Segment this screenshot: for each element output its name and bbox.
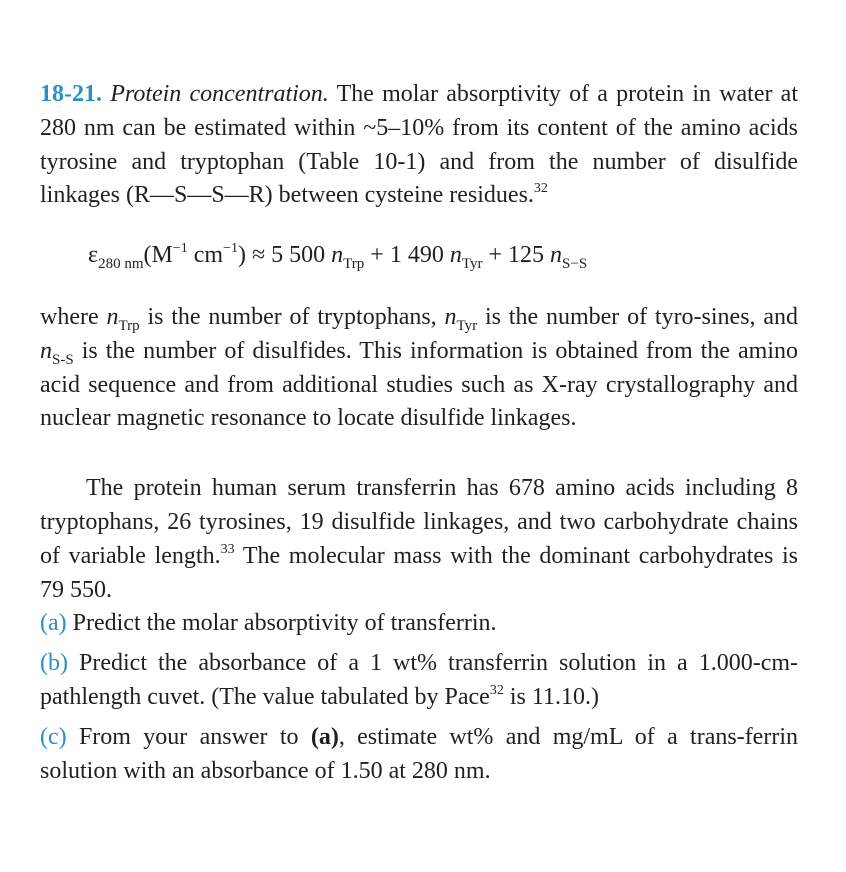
footnote-ref-32: 32 <box>533 181 548 197</box>
eq-coef-ss: 125 <box>508 242 545 269</box>
def-n-tyr: n <box>444 303 457 330</box>
def-n-trp: n <box>106 303 119 330</box>
question-b-text-a: Predict the absorbance of a 1 wt% transferrin solution in a 1.000-cm-pathlength cuvet. (The value tabulated by Pace <box>40 650 799 710</box>
absorptivity-equation <box>40 239 798 273</box>
eq-approx: ≈ <box>251 242 266 269</box>
eq-units-close: ) <box>237 242 246 269</box>
question-c-text-a: From your answer to <box>78 723 311 750</box>
def-sub-tyr: Tyr <box>456 317 478 334</box>
definitions-paragraph <box>40 301 798 436</box>
eq-coef-tyr: 1 490 <box>389 242 444 269</box>
eq-sub-tyr: Tyr <box>461 256 483 273</box>
footnote-ref-33: 33 <box>220 541 235 557</box>
eq-sub-trp: Trp <box>343 256 365 273</box>
def-sub-ss: S-S <box>52 351 74 368</box>
question-a <box>40 607 798 641</box>
problem-title: Protein concentration. <box>110 81 329 107</box>
transferrin-text-b: The molecular mass with the dominant carbohydrates is 79 550. <box>40 542 798 603</box>
def-trp-text: is the number of tryptophans, <box>147 303 437 330</box>
footnote-ref-32-b: 32 <box>489 682 504 698</box>
problem-intro <box>40 78 798 213</box>
question-a-text: Predict the molar absorptivity of transferrin. <box>72 610 497 637</box>
question-b-text-b: is 11.10.) <box>503 683 599 710</box>
textbook-problem <box>40 78 798 788</box>
question-c-text-b: , estimate wt% and mg/mL of a trans-ferrin solution with an absorbance of 1.50 at 280 nm. <box>40 723 798 784</box>
def-sub-trp: Trp <box>118 317 140 334</box>
def-tyr-text: is the number of tyro-sines, and <box>484 303 799 330</box>
question-b <box>40 647 798 715</box>
eq-units-exp2: −1 <box>223 241 238 257</box>
eq-units-mid: cm <box>187 242 224 269</box>
def-where: where <box>40 303 99 330</box>
def-rest-text: is the number of disulfides. This information is obtained from the amino acid sequence and from additional studies such as X-ray crystallography and nuclear magnetic resonance to locate disulfide linkages. <box>40 337 798 432</box>
problem-number: 18-21. <box>40 81 102 107</box>
question-a-label: (a) <box>40 610 67 637</box>
eq-n-trp: n <box>331 242 344 269</box>
eq-epsilon: ε <box>88 242 99 269</box>
eq-n-ss: n <box>550 242 563 269</box>
intro-text: The molar absorptivity of a protein in water at 280 nm can be estimated within ~5–10% from its content of the amino acids tyrosine and tryptophan (Table 10-1) and from the number of disulfide linkages (R—S—S—R) between cysteine residues. <box>40 81 799 209</box>
question-c <box>40 721 798 789</box>
transferrin-text-a: The protein human serum transferrin has 678 amino acids including 8 tryptophans, 26 tyrosines, 19 disulfide linkages, and two carbohydrate chains of variable length. <box>40 475 798 569</box>
eq-units-open: (M <box>143 242 173 269</box>
eq-epsilon-subscript: 280 nm <box>98 256 144 273</box>
eq-units-exp1: −1 <box>172 241 188 257</box>
question-b-label: (b) <box>40 650 68 677</box>
transferrin-paragraph <box>40 472 798 607</box>
eq-plus-2: + <box>488 242 503 269</box>
eq-sub-ss: S−S <box>562 256 588 273</box>
def-n-ss: n <box>40 337 52 364</box>
eq-n-tyr: n <box>449 242 462 269</box>
paragraph-gap <box>40 436 798 472</box>
question-c-label: (c) <box>40 723 67 750</box>
eq-plus-1: + <box>370 242 384 269</box>
eq-coef-trp: 5 500 <box>271 242 326 269</box>
question-c-ref-a: (a) <box>310 723 339 750</box>
